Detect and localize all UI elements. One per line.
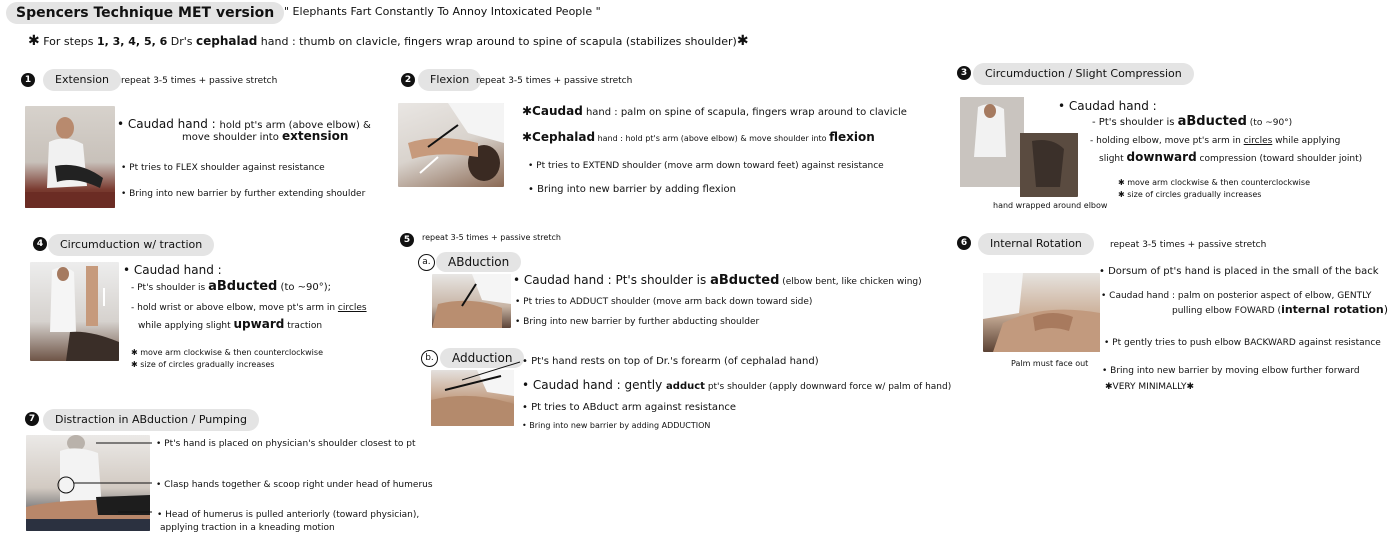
s3-note-1: ✱ move arm clockwise & then counterclockwise: [1118, 178, 1310, 187]
section-1-number: 1: [21, 73, 35, 87]
note-post: hand : thumb on clavicle, fingers wrap around to spine of scapula (stabilizes shoulder): [257, 35, 737, 48]
s3-l3-pre: - holding elbow, move pt's arm in: [1090, 136, 1244, 146]
s2-l1-bold: ✱Caudad: [522, 104, 583, 118]
section-7-number: 7: [25, 412, 39, 426]
s6-caption: Palm must face out: [1011, 359, 1089, 368]
s4-l2-pre: - Pt's shoulder is: [131, 283, 209, 293]
s3-note-2: ✱ size of circles gradually increases: [1118, 190, 1262, 199]
s3-l2-bold: aBducted: [1177, 114, 1247, 129]
section-3-label: Circumduction / Slight Compression: [973, 63, 1194, 85]
section-6-repeat: repeat 3-5 times + passive stretch: [1110, 240, 1267, 250]
section-1-repeat: repeat 3-5 times + passive stretch: [121, 76, 278, 86]
note-pre: For steps: [43, 35, 97, 48]
s2-l1-post: hand : palm on spine of scapula, fingers wrap around to clavicle: [582, 107, 907, 118]
note-bold: cephalad: [196, 34, 258, 48]
s5a-l1-bold: aBducted: [710, 273, 780, 288]
s5a-l1-pre: • Caudad hand : Pt's shoulder is: [513, 273, 711, 287]
section-5-repeat: repeat 3-5 times + passive stretch: [422, 233, 561, 242]
s5b-l1-post: pt's shoulder (apply downward force w/ palm of hand): [704, 382, 952, 392]
section-2-label: Flexion: [418, 69, 481, 91]
section-2-number: 2: [401, 73, 415, 87]
s4-l3-pre: - hold wrist or above elbow, move pt's arm in: [131, 303, 338, 313]
s5a-l1-post: (elbow bent, like chicken wing): [779, 277, 922, 287]
s5a-line-2: • Pt tries to ADDUCT shoulder (move arm back down toward side): [515, 297, 813, 307]
s2-l2-bold2: flexion: [829, 130, 875, 144]
s5a-line-3: • Bring into new barrier by further abducting shoulder: [515, 317, 760, 327]
s2-line-3: • Pt tries to EXTEND shoulder (move arm down toward feet) against resistance: [528, 161, 884, 171]
s1-l2-pre: move shoulder into: [182, 132, 283, 143]
s4-l4-bold: upward: [233, 317, 285, 331]
s3-l2-post: (to ~90°): [1246, 118, 1293, 128]
s4-l4-pre: while applying slight: [138, 321, 234, 331]
s5b-l1-pre: • Caudad hand : gently: [522, 378, 667, 392]
section-3-number: 3: [957, 66, 971, 80]
section-5-number: 5: [400, 233, 414, 247]
s3-l2-pre: - Pt's shoulder is: [1092, 117, 1178, 128]
s6-line-1: • Dorsum of pt's hand is placed in the small of the back: [1099, 266, 1379, 277]
s2-l2-mid: hand : hold pt's arm (above elbow) & move shoulder into: [595, 134, 830, 143]
mnemonic: " Elephants Fart Constantly To Annoy Intoxicated People ": [284, 5, 601, 18]
s6-l3-pre: pulling elbow FOWARD (: [1172, 306, 1282, 316]
section-4-number: 4: [33, 237, 47, 251]
s6-line-5: • Bring into new barrier by moving elbow further forward: [1102, 366, 1360, 376]
s4-note-2: ✱ size of circles gradually increases: [131, 360, 275, 369]
star-icon: ✱: [28, 33, 40, 49]
s2-l2-bold: ✱Cephalad: [522, 130, 596, 144]
section-1-label: Extension: [43, 69, 121, 91]
section-2-repeat: repeat 3-5 times + passive stretch: [476, 76, 633, 86]
s3-l4-bold: downward: [1126, 150, 1197, 164]
s5b-line-3: • Bring into new barrier by adding ADDUCTION: [522, 421, 711, 430]
section-6-label: Internal Rotation: [978, 233, 1094, 255]
s5b-line-0: • Pt's hand rests on top of Dr.'s forearm (of cephalad hand): [522, 356, 819, 367]
s2-line-4: • Bring into new barrier by adding flexion: [528, 184, 736, 195]
s5b-l1-bold: adduct: [666, 381, 705, 392]
note-mid: Dr's: [167, 35, 197, 48]
s1-l1-post: hold pt's arm (above elbow) &: [219, 120, 371, 131]
s6-line-4: • Pt gently tries to push elbow BACKWARD against resistance: [1104, 338, 1381, 348]
s3-line-1: • Caudad hand :: [1058, 99, 1157, 113]
s7-line-1: • Pt's hand is placed on physician's shoulder closest to pt: [156, 439, 416, 449]
s3-l4-pre: slight: [1099, 154, 1127, 164]
s7-line-4: applying traction in a kneading motion: [160, 523, 335, 533]
s1-line-4: • Bring into new barrier by further extending shoulder: [121, 189, 366, 199]
section-4-label: Circumduction w/ traction: [48, 234, 214, 256]
s6-line-6: ✱VERY MINIMALLY✱: [1105, 382, 1195, 392]
s7-line-3: • Head of humerus is pulled anteriorly (toward physician),: [157, 510, 420, 520]
section-5b-label: Adduction: [440, 348, 524, 368]
section-5b-letter: b.: [421, 350, 438, 367]
s7-line-2: • Clasp hands together & scoop right under head of humerus: [156, 480, 433, 490]
s4-l2-post: (to ~90°);: [277, 282, 332, 293]
s6-l3-post: ): [1383, 303, 1389, 316]
s4-note-1: ✱ move arm clockwise & then counterclockwise: [131, 348, 323, 357]
note-steps: 1, 3, 4, 5, 6: [96, 35, 168, 48]
s3-l4-post: compression (toward shoulder joint): [1196, 154, 1363, 164]
section-5a-label: ABduction: [436, 252, 521, 272]
s3-l3-post: while applying: [1272, 136, 1341, 146]
section-7-label: Distraction in ABduction / Pumping: [43, 409, 259, 431]
section-6-number: 6: [957, 236, 971, 250]
s1-l2-bold: extension: [282, 129, 349, 143]
s3-l3-u: circles: [1243, 136, 1273, 146]
s1-line-3: • Pt tries to FLEX shoulder against resistance: [121, 163, 325, 173]
s4-l4-post: traction: [284, 321, 323, 331]
star-icon-end: ✱: [736, 33, 749, 49]
s6-l3-bold: internal rotation: [1281, 303, 1384, 316]
s4-l2-bold: aBducted: [208, 279, 278, 294]
s5b-line-2: • Pt tries to ABduct arm against resistance: [522, 402, 737, 413]
section-5a-letter: a.: [418, 254, 435, 271]
s4-line-1: • Caudad hand :: [123, 263, 222, 277]
s1-l1-pre: • Caudad hand :: [117, 117, 220, 131]
s3-caption: hand wrapped around elbow: [993, 201, 1108, 210]
s6-line-2: • Caudad hand : palm on posterior aspect of elbow, GENTLY: [1101, 291, 1372, 301]
s4-l3-u: circles: [337, 303, 367, 313]
page-title: Spencers Technique MET version: [6, 2, 284, 24]
